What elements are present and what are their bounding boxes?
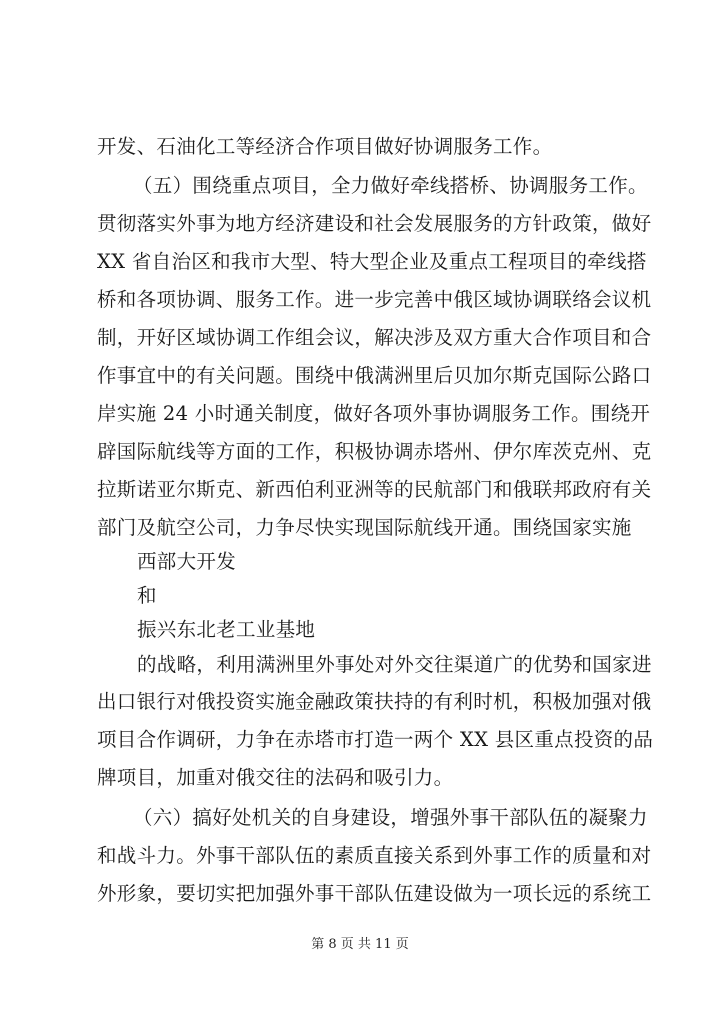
text-line: 外形象，要切实把加强外事干部队伍建设做为一项长远的系统工: [97, 882, 652, 905]
text-line: 振兴东北老工业基地: [137, 618, 316, 641]
text-line: 项目合作调研，力争在赤塔市打造一两个 XX 县区重点投资的品: [97, 728, 654, 751]
section-heading-5: （五）围绕重点项目，全力做好牵线搭桥、协调服务工作。: [133, 174, 648, 197]
text-line: 西部大开发: [137, 550, 237, 573]
text-line: 和: [137, 584, 157, 607]
text-line: 制，开好区域协调工作组会议，解决涉及双方重大合作项目和合: [97, 326, 652, 349]
page-number-footer: 第 8 页 共 11 页: [311, 937, 409, 952]
text-line: 出口银行对俄投资实施金融政策扶持的有利时机，积极加强对俄: [97, 690, 652, 713]
text-line: 的战略，利用满洲里外事处对外交往渠道广的优势和国家进: [137, 653, 652, 676]
text-line: 拉斯诺亚尔斯克、新西伯利亚洲等的民航部门和俄联邦政府有关: [97, 478, 652, 501]
text-line: 贯彻落实外事为地方经济建设和社会发展服务的方针政策，做好: [97, 212, 652, 235]
section-heading-6: （六）搞好处机关的自身建设，增强外事干部队伍的凝聚力: [133, 806, 648, 829]
text-line: 和战斗力。外事干部队伍的素质直接关系到外事工作的质量和对: [97, 844, 652, 867]
text-line: 岸实施 24 小时通关制度，做好各项外事协调服务工作。围绕开: [97, 402, 651, 425]
text-line: 牌项目，加重对俄交往的法码和吸引力。: [97, 766, 454, 789]
text-line: 桥和各项协调、服务工作。进一步完善中俄区域协调联络会议机: [97, 288, 652, 311]
text-line: XX 省自治区和我市大型、特大型企业及重点工程项目的牵线搭: [97, 250, 647, 273]
text-line: 开发、石油化工等经济合作项目做好协调服务工作。: [97, 135, 553, 158]
text-line: 辟国际航线等方面的工作，积极协调赤塔州、伊尔库茨克州、克: [97, 440, 652, 463]
text-line: 部门及航空公司，力争尽快实现国际航线开通。围绕国家实施: [97, 516, 632, 539]
text-line: 作事宜中的有关问题。围绕中俄满洲里后贝加尔斯克国际公路口: [97, 364, 652, 387]
